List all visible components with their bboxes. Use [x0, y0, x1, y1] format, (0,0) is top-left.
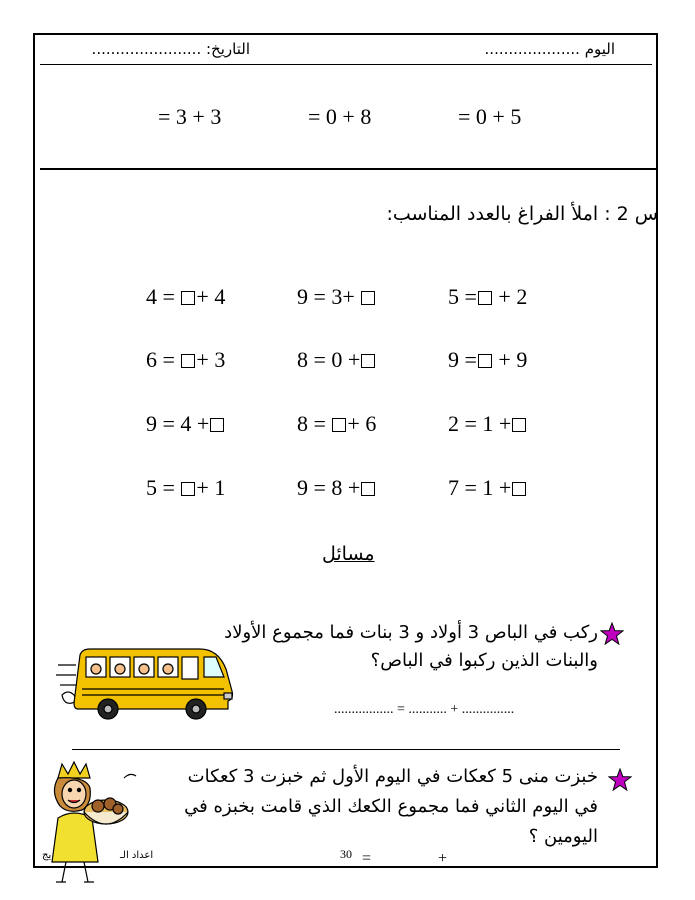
footer-fragment: يج	[42, 850, 52, 861]
blank-box[interactable]	[512, 482, 526, 496]
fill-equation: 9 = 4 +	[146, 411, 225, 437]
section-divider	[40, 168, 656, 170]
section2-heading	[386, 203, 658, 225]
blank-box[interactable]	[361, 482, 375, 496]
equation-1: = 0 + 5	[458, 104, 522, 129]
fill-equation: 9 = + 9	[448, 347, 528, 372]
blank-box[interactable]	[181, 354, 195, 368]
blank-box[interactable]	[478, 291, 492, 305]
problem1-line1: ركب في الباص 3 أولاد و 3 بنات فما مجموع الأولاد	[224, 622, 598, 643]
day-dots: ....................	[484, 40, 580, 58]
day-label: اليوم	[584, 40, 615, 58]
problem-divider	[72, 749, 620, 750]
star-icon	[600, 622, 624, 646]
equation-2: = 0 + 8	[308, 104, 372, 129]
fill-equation: 2 = 1 +	[448, 411, 527, 437]
problem2-line2: في اليوم الثاني فما مجموع الكعك الذي قامت بخبزه في	[184, 796, 598, 817]
instruction-text: املأ الفراغ بالعدد المناسب:	[386, 203, 599, 225]
prepared-by-text: اعداد الـ	[120, 850, 154, 861]
blank-box[interactable]	[478, 354, 492, 368]
problem2-line3: اليومين ؟	[528, 826, 598, 847]
school-bus-illustration	[56, 645, 236, 723]
fill-equation: 9 = 8 +	[297, 475, 376, 501]
date-field	[92, 40, 250, 58]
page-frame	[33, 33, 658, 868]
blank-box[interactable]	[332, 418, 346, 432]
footer-plus: +	[438, 850, 448, 867]
question-number: س 2 :	[604, 203, 658, 225]
fill-equation: 8 = + 6	[297, 411, 377, 436]
problem1-line2: والبنات الذين ركبوا في الباص؟	[370, 650, 598, 671]
problems-title: مسائل	[322, 543, 375, 565]
page-number: 30	[340, 847, 352, 861]
fill-equation: 7 = 1 +	[448, 475, 527, 501]
date-label: التاريخ:	[206, 40, 250, 58]
fill-equation: 8 = 0 +	[297, 347, 376, 373]
blank-box[interactable]	[210, 418, 224, 432]
fill-equation: 6 = + 3	[146, 347, 226, 372]
day-field	[485, 40, 615, 58]
blank-box[interactable]	[361, 354, 375, 368]
star-icon	[608, 768, 632, 792]
problem1-answer-line[interactable]: ................. = ........... + ...............	[334, 702, 515, 717]
blank-box[interactable]	[512, 418, 526, 432]
header-divider	[40, 64, 652, 65]
blank-box[interactable]	[361, 291, 375, 305]
blank-box[interactable]	[181, 482, 195, 496]
problem2-line1: خبزت منى 5 كعكات في اليوم الأول ثم خبزت 3 كعكات	[187, 766, 598, 787]
fill-equation: 5 = + 1	[146, 475, 226, 500]
fill-equation: 4 = + 4	[146, 284, 226, 309]
baker-girl-illustration	[40, 760, 140, 888]
footer-equals: =	[362, 850, 372, 867]
blank-box[interactable]	[181, 291, 195, 305]
date-dots: .......................	[91, 40, 202, 58]
fill-equation: 5 = + 2	[448, 284, 528, 309]
equation-3: = 3 + 3	[158, 104, 222, 129]
fill-equation: 9 = 3+	[297, 284, 376, 310]
